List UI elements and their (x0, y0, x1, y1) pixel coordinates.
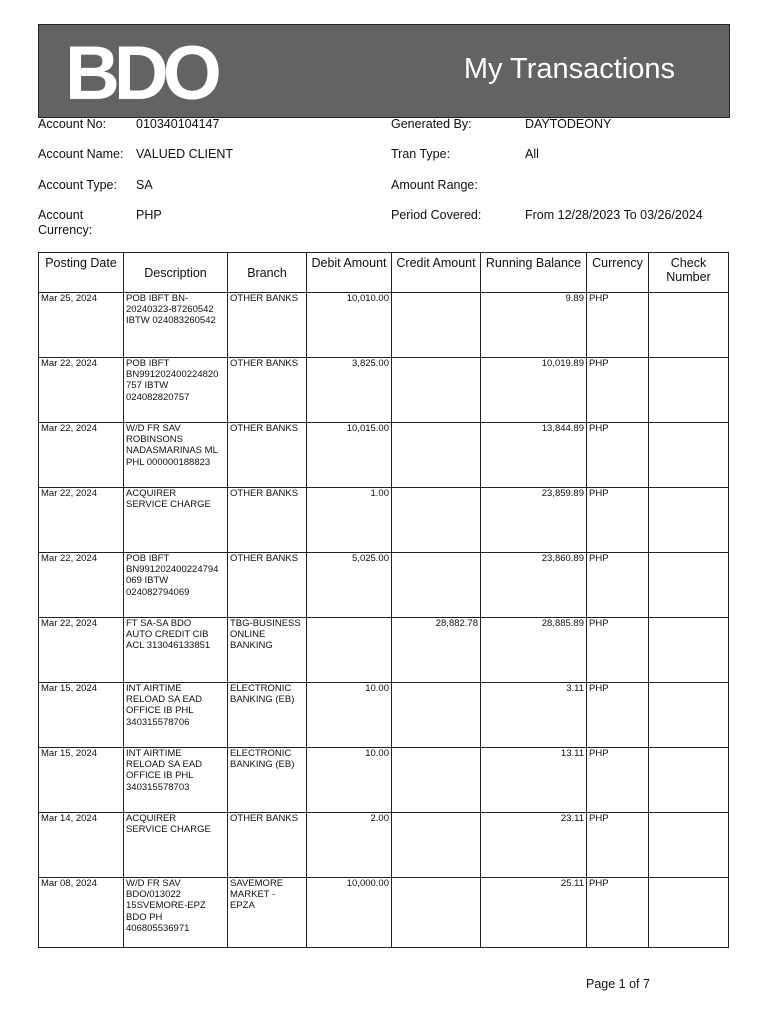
description-line: W/D FR SAV (126, 423, 181, 434)
description-line: OFFICE IB PHL (126, 705, 194, 717)
debit-amount-cell: 3,825.00 (307, 358, 392, 423)
debit-amount-cell: 10.00 (307, 748, 392, 813)
running-balance-cell: 23,860.89 (481, 553, 587, 618)
col-header-debit-amount: Debit Amount (307, 253, 392, 293)
account-type-label: Account Type: (38, 178, 117, 192)
currency-cell: PHP (587, 553, 649, 618)
col-header-branch: Branch (228, 253, 307, 293)
description-line: PHL 000000188823 (126, 456, 211, 468)
generated-by-label: Generated By: (391, 117, 472, 131)
account-name-value: VALUED CLIENT (136, 147, 234, 161)
check-number-cell (649, 423, 729, 488)
description-cell (124, 423, 228, 488)
check-number-cell (649, 813, 729, 878)
posting-date-cell: Mar 22, 2024 (39, 553, 124, 618)
branch-cell (228, 553, 307, 618)
branch-line: ELECTRONIC (230, 683, 292, 694)
description-line: SERVICE CHARGE (126, 499, 211, 511)
running-balance-cell: 9.89 (481, 293, 587, 358)
account-currency-label-2: Currency: (38, 223, 93, 237)
debit-amount-cell (307, 618, 392, 683)
page-title: My Transactions (463, 53, 675, 85)
running-balance-cell: 13.11 (481, 748, 587, 813)
branch-line: OTHER BANKS (230, 488, 299, 499)
description-line: AUTO CREDIT CIB (126, 629, 209, 641)
description-line: BN991202400224820 (126, 369, 219, 381)
currency-cell: PHP (587, 618, 649, 683)
debit-amount-cell: 1.00 (307, 488, 392, 553)
check-number-cell (649, 358, 729, 423)
col-header-description: Description (124, 253, 228, 293)
description-line: 340315578706 (126, 716, 190, 728)
col-header-check-number: Check Number (649, 253, 729, 293)
running-balance-cell: 3.11 (481, 683, 587, 748)
generated-by-value: DAYTODEONY (525, 117, 612, 131)
description-line: 15SVEMORE-EPZ (126, 900, 206, 912)
posting-date-cell: Mar 08, 2024 (39, 878, 124, 948)
credit-amount-cell (392, 553, 481, 618)
running-balance-cell: 13,844.89 (481, 423, 587, 488)
tran-type-value: All (525, 147, 539, 161)
description-cell (124, 813, 228, 878)
description-cell (124, 878, 228, 948)
table-row (39, 748, 729, 813)
description-line: 406805536971 (126, 922, 190, 934)
branch-line: OTHER BANKS (230, 423, 299, 434)
description-cell (124, 293, 228, 358)
description-cell (124, 748, 228, 813)
description-line: 20240323-87260542 (126, 304, 214, 316)
posting-date-cell: Mar 14, 2024 (39, 813, 124, 878)
currency-cell: PHP (587, 423, 649, 488)
description-cell (124, 358, 228, 423)
branch-line: ELECTRONIC (230, 748, 292, 759)
period-covered-label: Period Covered: (391, 208, 482, 222)
debit-amount-cell: 10.00 (307, 683, 392, 748)
description-line: RELOAD SA EAD (126, 694, 203, 706)
description-line: POB IBFT (126, 358, 170, 369)
debit-amount-cell: 5,025.00 (307, 553, 392, 618)
col-header-credit-amount: Credit Amount (392, 253, 481, 293)
description-line: ACL 313046133851 (126, 640, 211, 652)
account-no-label: Account No: (38, 117, 107, 131)
credit-amount-cell (392, 748, 481, 813)
currency-cell: PHP (587, 813, 649, 878)
credit-amount-cell (392, 358, 481, 423)
credit-amount-cell (392, 683, 481, 748)
description-line: FT SA-SA BDO (126, 618, 192, 629)
table-row (39, 293, 729, 358)
table-row (39, 423, 729, 488)
check-number-cell (649, 488, 729, 553)
description-line: IBTW 024083260542 (126, 315, 216, 327)
description-line: POB IBFT (126, 553, 170, 564)
credit-amount-cell (392, 293, 481, 358)
check-number-cell (649, 293, 729, 358)
branch-line: ONLINE (230, 629, 266, 641)
description-line: 069 IBTW (126, 575, 169, 587)
debit-amount-cell: 10,015.00 (307, 423, 392, 488)
branch-line: BANKING (EB) (230, 759, 295, 771)
table-row (39, 488, 729, 553)
bdo-logo: BDO (65, 31, 216, 116)
branch-cell (228, 813, 307, 878)
period-covered-value: From 12/28/2023 To 03/26/2024 (525, 208, 703, 222)
debit-amount-cell: 10,010.00 (307, 293, 392, 358)
description-cell (124, 553, 228, 618)
table-row (39, 553, 729, 618)
col-header-posting-date: Posting Date (39, 253, 124, 293)
description-line: W/D FR SAV (126, 878, 181, 889)
table-header-row (39, 253, 729, 293)
currency-cell: PHP (587, 878, 649, 948)
branch-cell (228, 423, 307, 488)
description-line: 757 IBTW (126, 380, 169, 392)
debit-amount-cell: 10,000.00 (307, 878, 392, 948)
credit-amount-cell: 28,882.78 (392, 618, 481, 683)
running-balance-cell: 25.11 (481, 878, 587, 948)
branch-cell (228, 488, 307, 553)
branch-line: OTHER BANKS (230, 293, 299, 304)
check-number-cell (649, 683, 729, 748)
currency-cell: PHP (587, 488, 649, 553)
account-type-value: SA (136, 178, 153, 192)
running-balance-cell: 28,885.89 (481, 618, 587, 683)
branch-line: TBG-BUSINESS (230, 618, 301, 629)
running-balance-cell: 23.11 (481, 813, 587, 878)
table-row (39, 618, 729, 683)
description-line: BDO/013022 (126, 889, 181, 901)
running-balance-cell: 23,859.89 (481, 488, 587, 553)
description-cell (124, 488, 228, 553)
report-header (38, 24, 730, 118)
description-line: 340315578703 (126, 781, 190, 793)
check-number-cell (649, 553, 729, 618)
posting-date-cell: Mar 22, 2024 (39, 358, 124, 423)
page-number: Page 1 of 7 (586, 977, 650, 991)
table-row (39, 878, 729, 948)
description-line: INT AIRTIME (126, 748, 182, 759)
description-cell (124, 618, 228, 683)
transactions-table (38, 252, 729, 948)
branch-line: BANKING (EB) (230, 694, 295, 706)
description-line: POB IBFT BN- (126, 293, 189, 304)
posting-date-cell: Mar 25, 2024 (39, 293, 124, 358)
running-balance-cell: 10,019.89 (481, 358, 587, 423)
branch-cell (228, 683, 307, 748)
branch-line: OTHER BANKS (230, 358, 299, 369)
description-line: ACQUIRER (126, 488, 177, 499)
check-number-cell (649, 878, 729, 948)
table-row (39, 683, 729, 748)
description-line: INT AIRTIME (126, 683, 182, 694)
posting-date-cell: Mar 22, 2024 (39, 488, 124, 553)
table-row (39, 813, 729, 878)
col-header-currency: Currency (587, 253, 649, 293)
description-line: SERVICE CHARGE (126, 824, 211, 836)
amount-range-label: Amount Range: (391, 178, 478, 192)
description-line: 024082820757 (126, 391, 190, 403)
account-currency-value: PHP (136, 208, 162, 222)
description-line: RELOAD SA EAD (126, 759, 203, 771)
account-no-value: 010340104147 (136, 117, 220, 131)
description-line: NADASMARINAS ML (126, 445, 218, 457)
currency-cell: PHP (587, 748, 649, 813)
account-name-label: Account Name: (38, 147, 124, 161)
description-cell (124, 683, 228, 748)
currency-cell: PHP (587, 683, 649, 748)
branch-line: EPZA (230, 900, 255, 912)
account-info (38, 117, 728, 242)
col-header-running-balance: Running Balance (481, 253, 587, 293)
account-currency-label-1: Account (38, 208, 84, 222)
description-line: OFFICE IB PHL (126, 770, 194, 782)
currency-cell: PHP (587, 293, 649, 358)
branch-line: MARKET - (230, 889, 276, 901)
description-line: ACQUIRER (126, 813, 177, 824)
currency-cell: PHP (587, 358, 649, 423)
posting-date-cell: Mar 15, 2024 (39, 748, 124, 813)
debit-amount-cell: 2.00 (307, 813, 392, 878)
tran-type-label: Tran Type: (391, 147, 451, 161)
posting-date-cell: Mar 22, 2024 (39, 423, 124, 488)
credit-amount-cell (392, 423, 481, 488)
description-line: BN991202400224794 (126, 564, 219, 576)
description-line: BDO PH (126, 911, 163, 923)
description-line: ROBINSONS (126, 434, 184, 446)
branch-cell (228, 878, 307, 948)
posting-date-cell: Mar 22, 2024 (39, 618, 124, 683)
check-number-cell (649, 618, 729, 683)
branch-cell (228, 618, 307, 683)
branch-line: SAVEMORE (230, 878, 284, 889)
table-row (39, 358, 729, 423)
branch-line: OTHER BANKS (230, 813, 299, 824)
branch-cell (228, 358, 307, 423)
credit-amount-cell (392, 813, 481, 878)
branch-line: OTHER BANKS (230, 553, 299, 564)
branch-cell (228, 748, 307, 813)
credit-amount-cell (392, 878, 481, 948)
posting-date-cell: Mar 15, 2024 (39, 683, 124, 748)
check-number-cell (649, 748, 729, 813)
credit-amount-cell (392, 488, 481, 553)
branch-line: BANKING (230, 640, 273, 652)
branch-cell (228, 293, 307, 358)
description-line: 024082794069 (126, 586, 190, 598)
